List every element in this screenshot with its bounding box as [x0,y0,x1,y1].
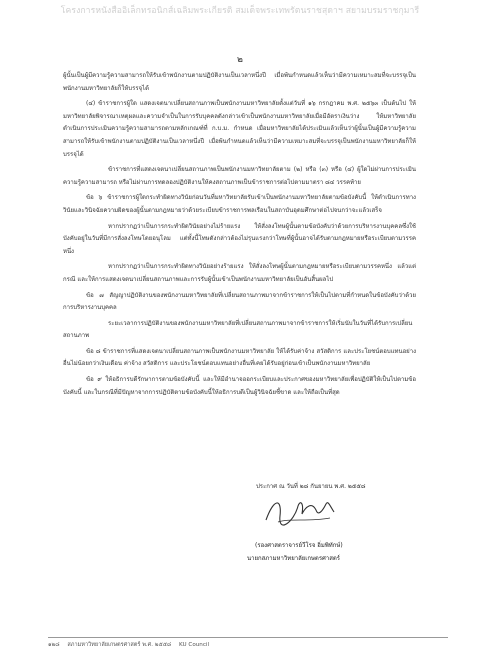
footer-org: KU Council [179,642,210,648]
paragraph: ระยะเวลาการปฏิบัติงานของพนักงานมหาวิทยาลัยที่เปลี่ยนสถานภาพมาจากข้าราชการให้เริ่มนับในวันที่ได้รับการเปลี่ยนสถานภาพ [63,319,413,340]
paragraph: ผู้นั้นเป็นผู้มีความรู้ความสามารถให้รับเข้าพนักงานตามปฏิบัติงานเป็นเวลาหนึ่งปี เมื่อพ้นกำหนดแล้วเห็นว่ามีความเหมาะสมที่จะบรรจุเป็นพนักงานมหาวิทยาลัยก็ให้บรรจุได้ [63,72,416,92]
page-number: ๒ [237,55,243,65]
document-header: โครงการหนังสืออิเล็กทรอนิกส์เฉลิมพระเกียรติ สมเด็จพระเทพรัตนราชสุดาฯ สยามบรมราชกุมารี [60,6,420,16]
paragraph: ข้อ ๙ ให้อธิการบดีรักษาการตามข้อบังคับนี้ และให้มีอำนาจออกระเบียบและประกาศของมหาวิทยาลัยเพื่อปฏิบัติให้เป็นไปตามข้อบังคับนี้ และในกรณีที่มีปัญหาจากการปฏิบัติตามข้อบังคับนี้ให้อธิการบดีเป็นผู้วินิจฉัยชี้ขาด และให้ถือเป็นที่สุด [63,376,416,396]
announcement-date: ประกาศ ณ วันที่ ๒๘ กันยายน พ.ศ. ๒๕๕๘ [256,483,366,490]
paragraph: หากปรากฏว่าเป็นการกระทำผิดทางวินัยอย่างร้ายแรง ให้สั่งลงโทษผู้นั้นตามกฎหมายหรือระเบียบตามวรรคหนึ่ง แล้วแต่กรณี และให้การแสดงเจตนาเปลี่ยนสถานภาพและการรับผู้นั้นเข้าเป็นพนักงานมหาวิทยาลัยเป็นอันสิ้นผลไป [63,263,416,283]
page-footer [48,641,215,649]
paragraph: ข้อ ๖ ข้าราชการผู้ใดกระทำผิดทางวินัยก่อนวันที่มหาวิทยาลัยรับเข้าเป็นพนักงานมหาวิทยาลัยตามข้อบังคับนี้ ให้ดำเนินการทางวินัยและวินิจฉัยความผิดของผู้นั้นตามกฎหมายว่าด้วยระเบียบข้าราชการพลเรือนในสถาบันอุดมศึกษาต่อไปจนกว่าจะแล้วเสร็จ [63,194,416,214]
paragraph: หากปรากฏว่าเป็นการกระทำผิดวินัยอย่างไม่ร้ายแรง ให้สั่งลงโทษผู้นั้นตามข้อบังคับว่าด้วยการบริหารงานบุคคลซึ่งใช้บังคับอยู่ในวันที่มีการสั่งลงโทษโดยอนุโลม แต่ทั้งนี้โทษดังกล่าวต้องไม่รุนแรงกว่าโทษที่ผู้นั้นอาจได้รับตามกฎหมายหรือระเบียบตามวรรคหนึ่ง [63,222,416,255]
footer-book-title: สภามหาวิทยาลัยเกษตรศาสตร์ พ.ศ. ๒๕๕๘ [67,642,172,648]
paragraph: ข้อ ๘ ข้าราชการที่แสดงเจตนาเปลี่ยนสถานภาพเป็นพนักงานมหาวิทยาลัย ให้ได้รับค่าจ้าง สวัสดิการ และประโยชน์ตอบแทนอย่างอื่นไม่น้อยกว่าเงินเดือน ค่าจ้าง สวัสดิการ และประโยชน์ตอบแทนอย่างอื่นที่เคยได้รับอยู่ก่อนเข้าเป็นพนักงานมหาวิทยาลัย [63,347,416,368]
handwritten-signature [260,492,340,532]
document-body [63,70,416,402]
paragraph: ข้าราชการที่แสดงเจตนาเปลี่ยนสถานภาพเป็นพนักงานมหาวิทยาลัยตาม (๒) หรือ (๓) หรือ (๔) ผู้ใดไม่ผ่านการประเมินความรู้ความสามารถ หรือไม่ผ่านการทดลองปฏิบัติงานให้คงสถานภาพเป็นข้าราชการต่อไปตามมาตรา ๘๔ วรรคท้าย [63,166,416,186]
paragraph: (๔) ข้าราชการผู้ใด แสดงเจตนาเปลี่ยนสถานภาพเป็นพนักงานมหาวิทยาลัยตั้งแต่วันที่ ๑๖ กรกฎาคม พ.ศ. ๒๕๖๓ เป็นต้นไป ให้มหาวิทยาลัยพิจารณาเหตุผลและความจำเป็นในการรับบุคคลดังกล่าวเข้าเป็นพนักงานมหาวิทยาลัยเมื่อมีอัตราเงินว่าง ให้มหาวิทยาลัยดำเนินการประเมินความรู้ความสามารถตามหลักเกณฑ์ที่ ก.บ.ม. กำหนด เมื่อมหาวิทยาลัยได้ประเมินแล้วเห็นว่าผู้นั้นเป็นผู้มีความรู้ความสามารถให้รับเข้าพนักงานตามปฏิบัติงานเป็นเวลาหนึ่งปี เมื่อพ้นกำหนดแล้วเห็นว่ามีความเหมาะสมที่จะบรรจุเป็นพนักงานมหาวิทยาลัยก็ให้บรรจุได้ [63,100,416,158]
footer-page-number: ๑๒๘ [48,642,60,648]
footer-divider [48,637,448,638]
paragraph: ข้อ ๗ สัญญาปฏิบัติงานของพนักงานมหาวิทยาลัยที่เปลี่ยนสถานภาพมาจากข้าราชการให้เป็นไปตามที่กำหนดในข้อบังคับว่าด้วยการบริหารงานบุคคล [63,291,416,312]
signatory-title: นายกสภามหาวิทยาลัยเกษตรศาสตร์ [247,555,341,562]
signatory-name: (รองศาสตราจารย์วีโรจ อิ่มพิทักษ์) [255,542,343,549]
